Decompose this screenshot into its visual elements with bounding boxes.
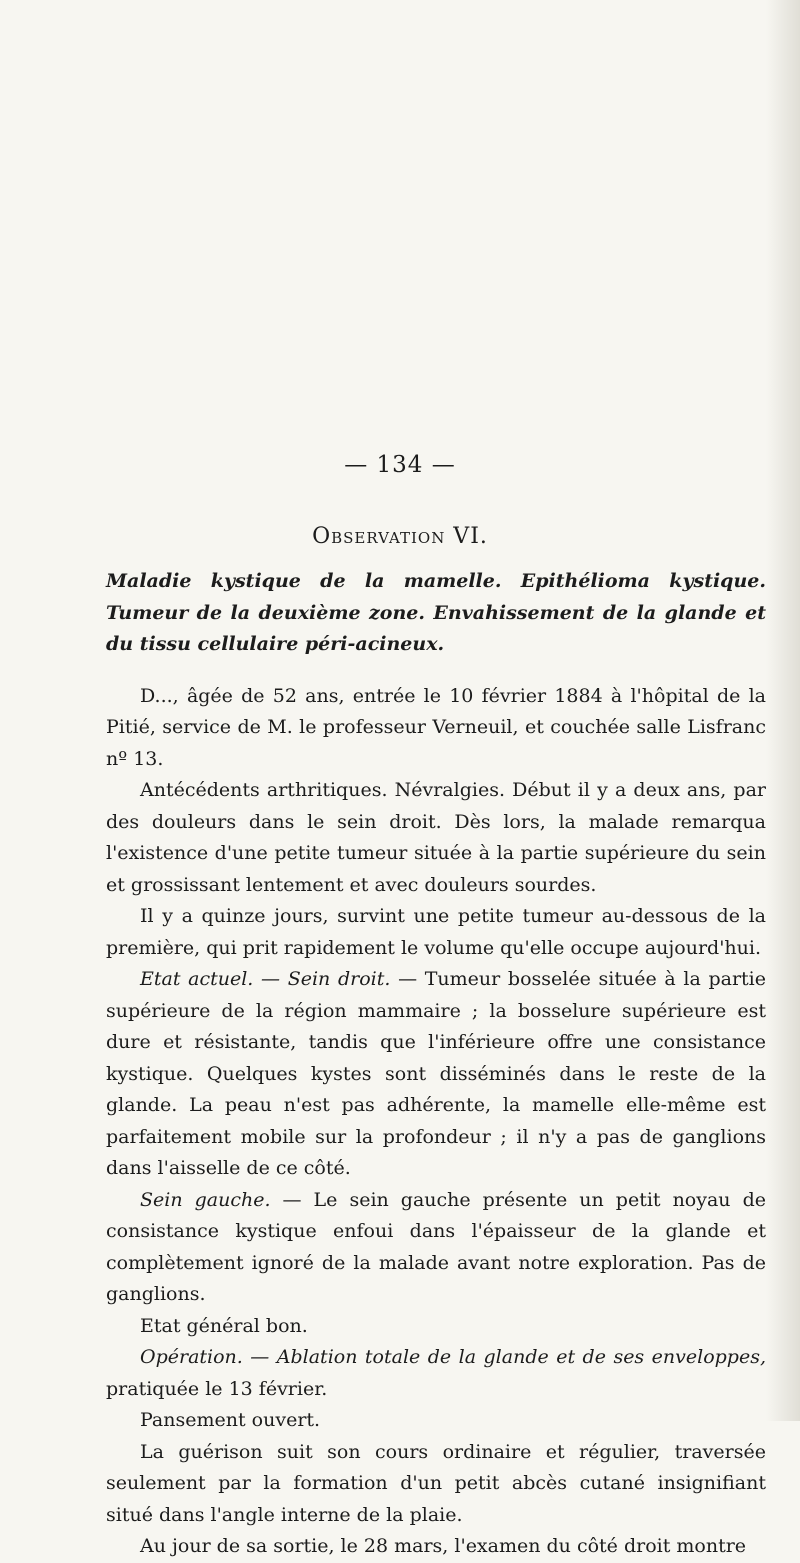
paragraph-operation (106, 1342, 766, 1405)
paragraph-sein-gauche (106, 1185, 766, 1311)
page-number: — 134 — (344, 452, 456, 478)
paragraph-text: La guérison suit son cours ordinaire et régulier, traversée seulement par la formation d'un petit abcès cutané insignifiant situé dans l'angle interne de la plaie. (106, 1440, 766, 1526)
paragraph-text: D..., âgée de 52 ans, entrée le 10 février 1884 à l'hôpital de la Pitié, service de M. le professeur Verneuil, et couchée salle Lisfranc nº 13. (106, 684, 766, 770)
paragraph-text: Antécédents arthritiques. Névralgies. Début il y a deux ans, par des douleurs dans le sein droit. Dès lors, la malade remarqua l'existence d'une petite tumeur située à la partie supérieure du sein et grossissant lentement et avec douleurs sourdes. (106, 779, 766, 896)
paragraph-admission (106, 681, 766, 776)
page-edge-shadow (766, 0, 800, 1421)
body-text (106, 566, 766, 1563)
paragraph-guerison (106, 1437, 766, 1532)
paragraph-text: — Tumeur bosselée située à la partie supérieure de la région mammaire ; la bosselure supérieure est dure et résistante, tandis que l'inférieure offre une consistance kystique. Quelques kystes sont disséminés dans le reste de la glande. La peau n'est pas adhérente, la mamelle elle-même est parfaitement mobile sur la profondeur ; il n'y a pas de ganglions dans l'aisselle de ce côté. (106, 968, 766, 1179)
paragraph-text: Pansement ouvert. (140, 1409, 321, 1431)
paragraph-lead: Etat actuel. — Sein droit. (140, 968, 391, 990)
observation-subtitle: Maladie kystique de la mamelle. Epithélioma kystique. Tumeur de la deuxième zone. Envahissement de la glande et du tissu cellulaire péri-acineux. (106, 570, 766, 655)
section-title: Observation VI. (312, 524, 488, 549)
paragraph-etat-actuel (106, 964, 766, 1185)
paragraph-text: Il y a quinze jours, survint une petite tumeur au-dessous de la première, qui prit rapidement le volume qu'elle occupe aujourd'hui. (106, 905, 766, 959)
paragraph-text: — Le sein gauche présente un petit noyau de consistance kystique enfoui dans l'épaisseur de la glande et complètement ignoré de la malade avant notre exploration. Pas de ganglions. (106, 1188, 766, 1305)
paragraph-text: Etat général bon. (140, 1314, 308, 1337)
paragraph-sortie (106, 1531, 766, 1563)
paragraph-second-tumor (106, 901, 766, 964)
paragraph-etat-general (106, 1311, 766, 1343)
paragraph-lead: Sein gauche. (140, 1188, 271, 1211)
paragraph-lead: Opération. — Ablation totale de la glande et de ses enveloppes, (140, 1346, 766, 1368)
paragraph-text: Au jour de sa sortie, le 28 mars, l'examen du côté droit montre (140, 1535, 747, 1557)
paragraph-text: pratiquée le 13 février. (106, 1377, 328, 1400)
paragraph-antecedents (106, 775, 766, 901)
